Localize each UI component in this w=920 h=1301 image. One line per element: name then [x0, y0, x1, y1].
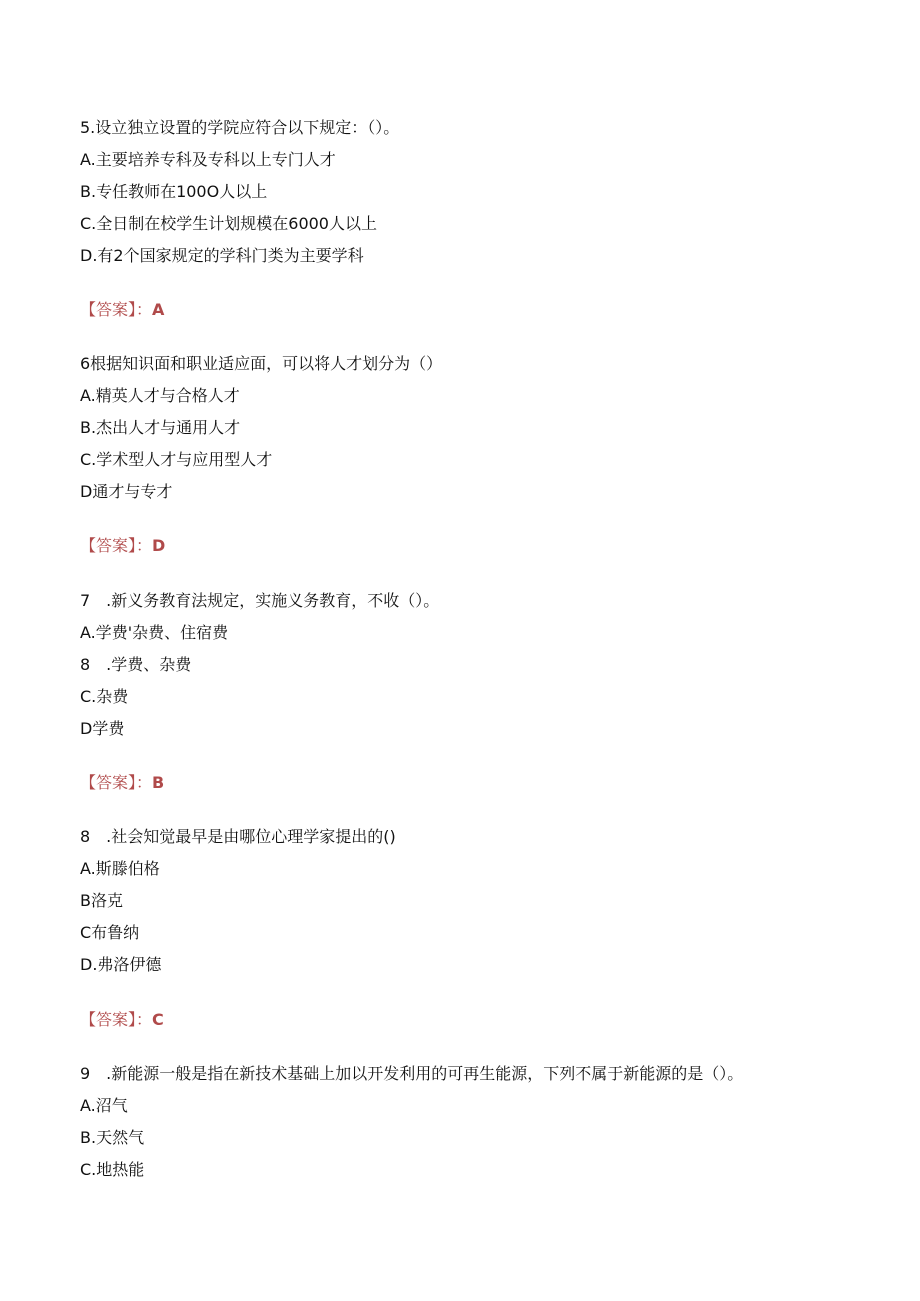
option-d: D.有2个国家规定的学科门类为主要学科 — [80, 246, 364, 265]
answer-label: 【答案】： — [80, 300, 153, 319]
option-a: A.沼气 — [80, 1096, 128, 1115]
option-c: C布鲁纳 — [80, 923, 140, 942]
option-c: C.全日制在校学生计划规模在6000人以上 — [80, 214, 377, 233]
question-stem: 6根据知识面和职业适应面，可以将人才划分为（） — [80, 354, 443, 373]
answer-line — [80, 773, 164, 793]
answer-label: 【答案】： — [80, 536, 153, 555]
option-b: B洛克 — [80, 891, 123, 910]
option-d: D.弗洛伊德 — [80, 955, 162, 974]
option-a: A.学费'杂费、住宿费 — [80, 623, 229, 642]
question-stem: 8 .社会知觉最早是由哪位心理学家提出的() — [80, 827, 396, 846]
answer-line — [80, 1010, 164, 1030]
option-b: B.杰出人才与通用人才 — [80, 418, 241, 437]
answer-value: C — [152, 1010, 164, 1029]
option-b: B.天然气 — [80, 1128, 145, 1147]
answer-value: A — [152, 300, 165, 319]
option-b: 8 .学费、杂费 — [80, 655, 192, 674]
option-d: D通才与专才 — [80, 482, 173, 501]
option-a: A.主要培养专科及专科以上专门人才 — [80, 150, 336, 169]
option-c: C.地热能 — [80, 1160, 145, 1179]
option-a: A.精英人才与合格人才 — [80, 386, 240, 405]
option-c: C.杂费 — [80, 687, 129, 706]
answer-value: B — [152, 773, 165, 792]
option-b: B.专任教师在100O人以上 — [80, 182, 268, 201]
answer-line — [80, 300, 164, 320]
option-a: A.斯滕伯格 — [80, 859, 160, 878]
answer-line — [80, 536, 165, 556]
question-stem: 5.设立独立设置的学院应符合以下规定：（）。 — [80, 118, 400, 137]
answer-value: D — [152, 536, 166, 555]
question-stem: 7 .新义务教育法规定，实施义务教育，不收（）。 — [80, 591, 440, 610]
answer-label: 【答案】： — [80, 773, 153, 792]
answer-label: 【答案】： — [80, 1010, 153, 1029]
option-d: D学费 — [80, 719, 125, 738]
option-c: C.学术型人才与应用型人才 — [80, 450, 273, 469]
question-stem: 9 .新能源一般是指在新技术基础上加以开发利用的可再生能源，下列不属于新能源的是（）。 — [80, 1064, 744, 1083]
